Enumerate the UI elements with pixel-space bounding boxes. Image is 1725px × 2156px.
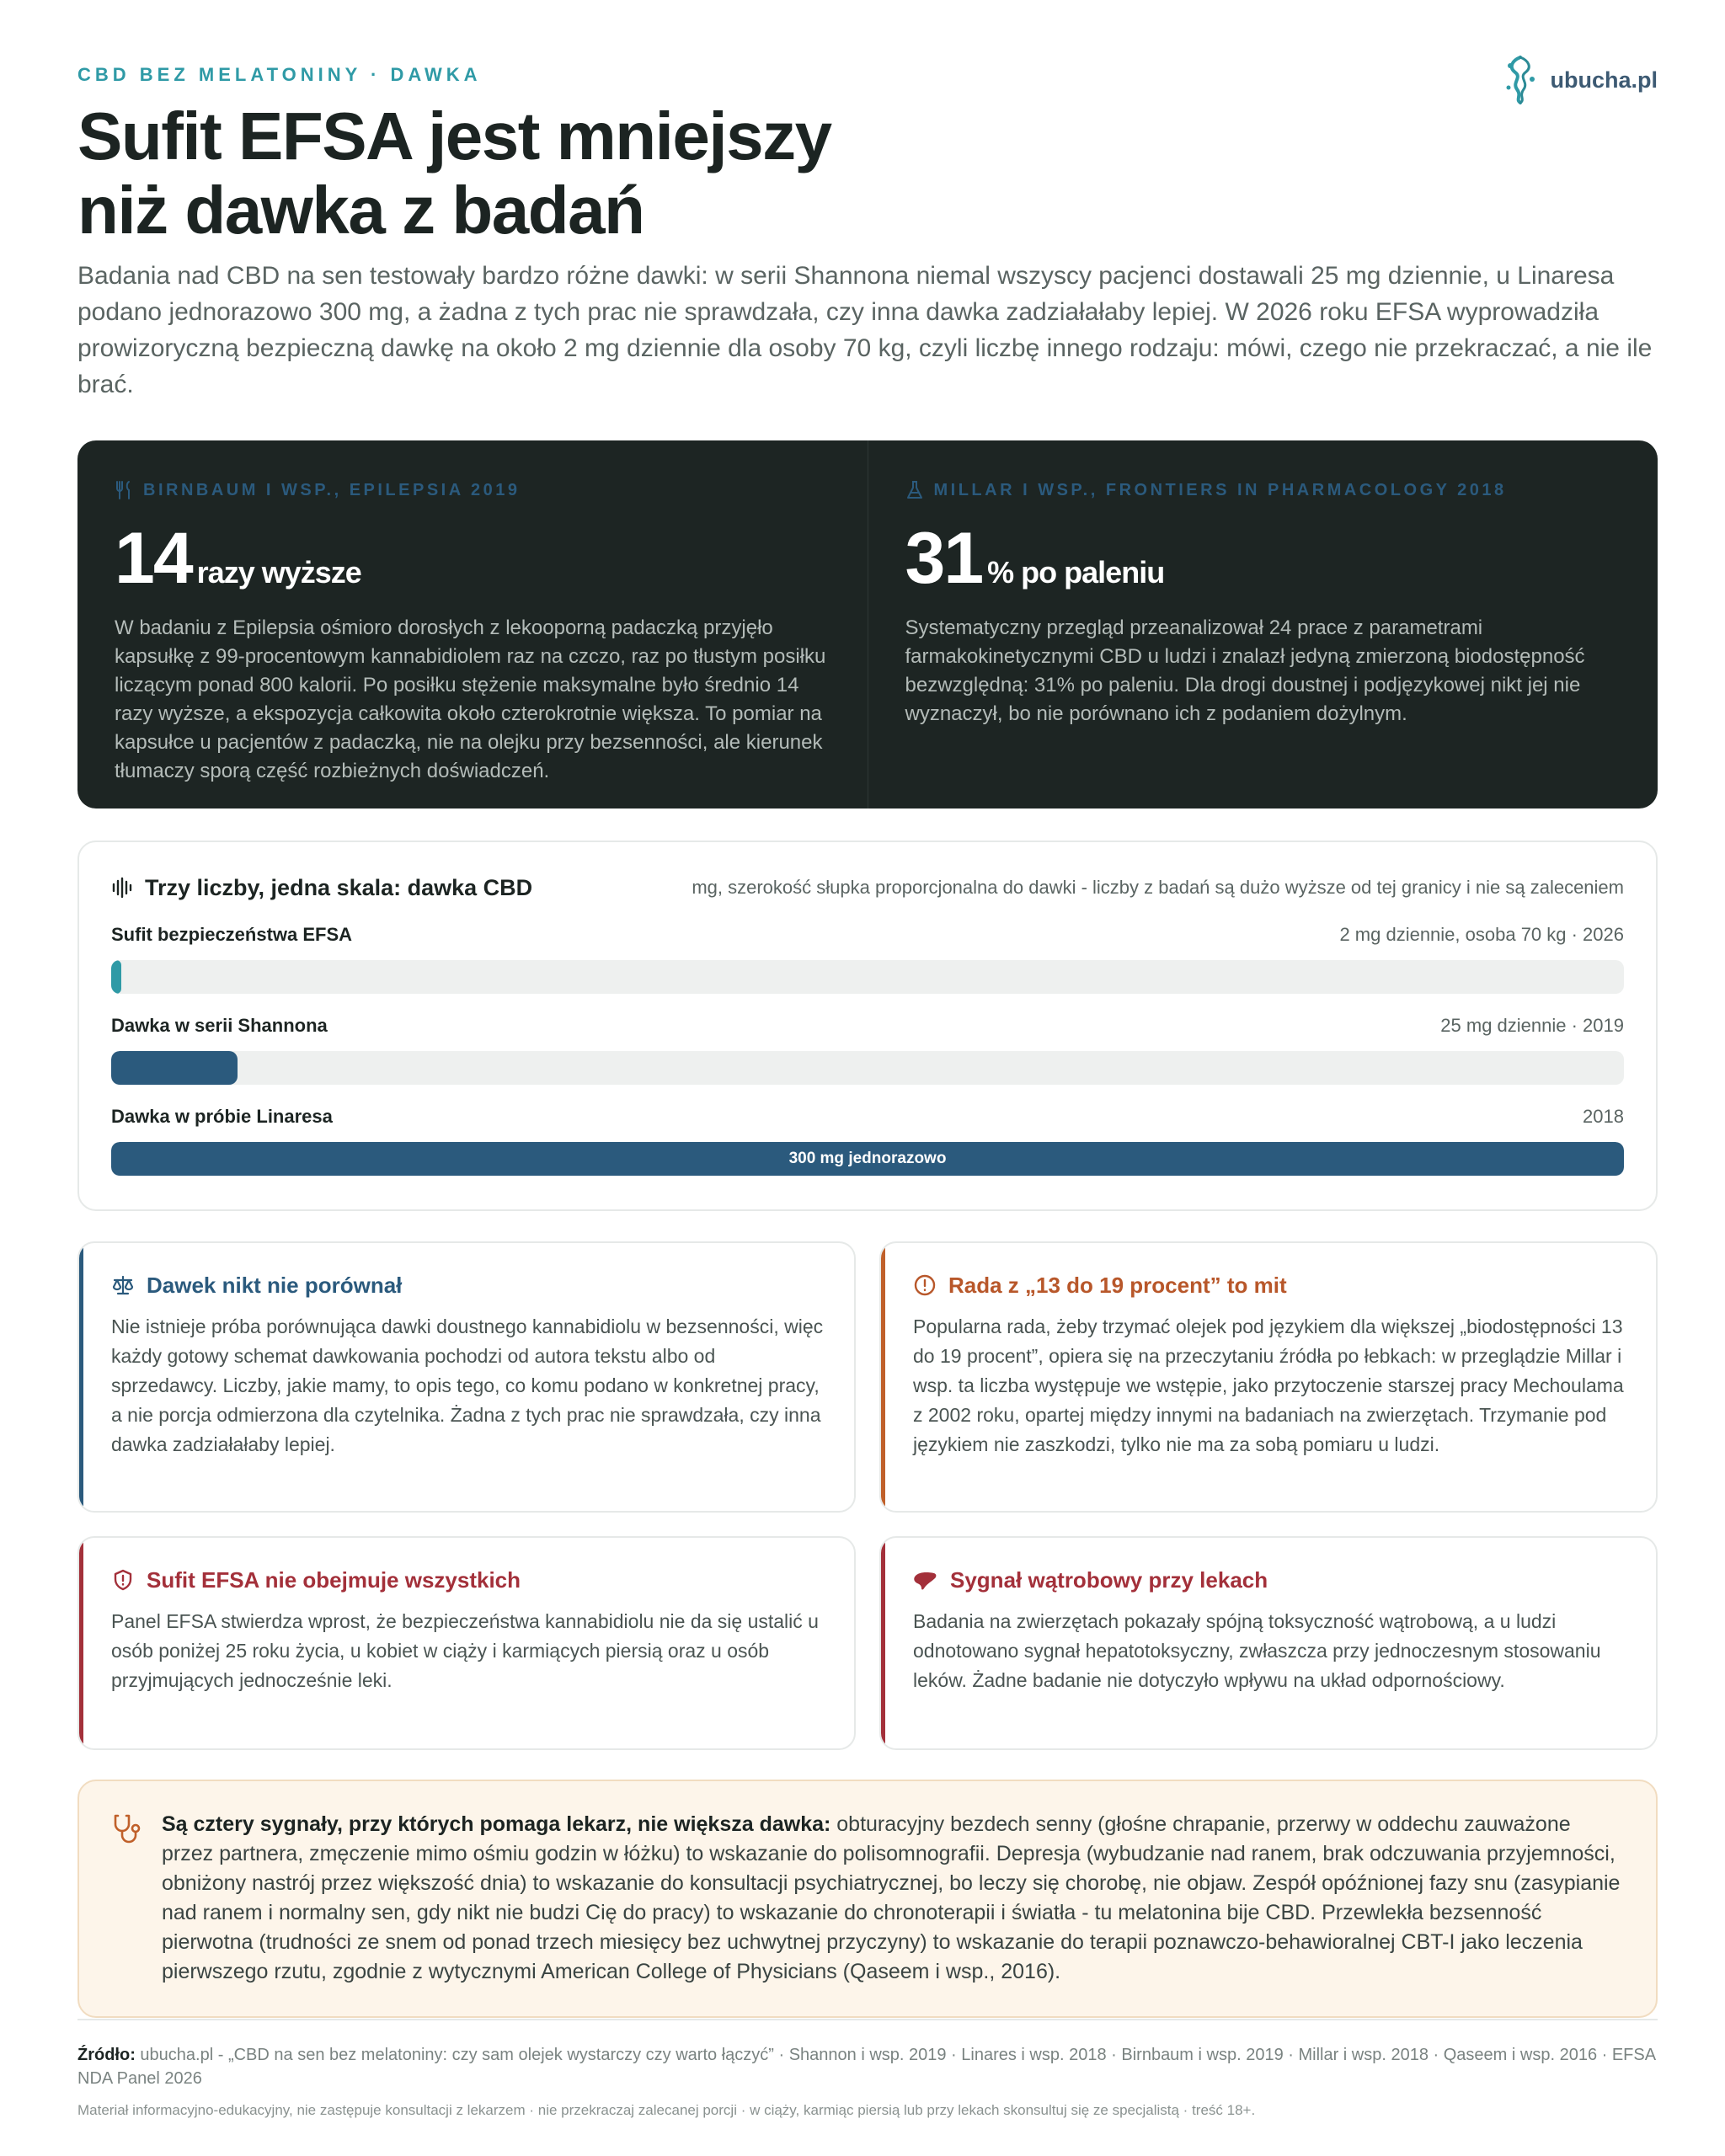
footer-divider: [77, 2019, 1658, 2020]
scale-note: mg, szerokość słupka proporcjonalna do dawki - liczby z badań są dużo wyższe od tej granicy i nie są zaleceniem: [692, 877, 1624, 898]
card-myth: [879, 1241, 1658, 1513]
scale-title: Trzy liczby, jedna skala: dawka CBD: [111, 875, 532, 901]
scale-header: [111, 873, 1624, 903]
logo-text: ubucha.pl: [1550, 67, 1658, 93]
stat-birnbaum: [77, 440, 868, 808]
bar-fill: [111, 1051, 238, 1085]
card-body: Panel EFSA stwierdza wprost, że bezpieczeństwa kannabidiolu nie da się ustalić u osób poniżej 25 roku życia, u kobiet w ciąży i karmiących piersią oraz u osób przyjmujących jednocześnie leki.: [111, 1610, 819, 1691]
doctor-body: obturacyjny bezdech senny (głośne chrapanie, przerwy w oddechu zauważone przez partnera, zmęczenie mimo ośmiu godzin w łóżku) to wskazanie do polisomnografii. Depresja (wybudzanie nad ranem, brak odczuwania przyjemności, obniżony nastrój przez większość dnia) to wskazanie do konsultacji psychiatrycznej, bo leczy się chorobę, nie objaw. Zespół opóźnionej fazy snu (zasypianie nad ranem i normalny sen, gdy nikt nie budzi Cię do pracy) to wskazanie do chronoterapii i światła - tu melatonina bije CBD. Przewlekła bezsenność pierwotna (trudności ze snem od ponad trzech miesięcy bez uchwytnej przyczyny) to wskazanie do terapii poznawczo-behawioralnej CBT-I jako leczenia pierwszego rzutu, zgodnie z wytycznymi American College of Physicians (Qaseem i wsp., 2016).: [162, 1812, 1621, 1983]
card-liver: [879, 1536, 1658, 1750]
stat-value: [905, 518, 1621, 599]
card-body: Popularna rada, żeby trzymać olejek pod językiem dla większej „biodostępności 13 do 19 procent”, opiera się na przeczytaniu źródła po łebkach: w przeglądzie Millar i wsp. ta liczba występuje we wstępie, jako przytoczenie starszej pracy Mechoulama z 2002 roku, opartej między innymi na badaniach na zwierzętach. Trzymanie pod językiem nie zaszkodzi, tylko nie ma za sobą pomiaru u ludzi.: [913, 1315, 1624, 1455]
bar-meta: 2 mg dziennie, osoba 70 kg · 2026: [1339, 924, 1624, 945]
fork-knife-icon: [115, 480, 133, 500]
card-efsa-limits: [77, 1536, 856, 1750]
card-title: Dawek nikt nie porównał: [111, 1270, 825, 1300]
bar-track: [111, 1142, 1624, 1176]
doctor-text: [162, 1810, 1622, 2016]
bar-shannon: [111, 1012, 1624, 1085]
stats-panel: [77, 440, 1658, 808]
bar-linares: [111, 1103, 1624, 1176]
bar-fill: [111, 960, 121, 994]
bar-meta: 25 mg dziennie · 2019: [1440, 1015, 1624, 1036]
stat-number: 14: [115, 518, 192, 599]
stat-label: MILLAR I WSP., FRONTIERS IN PHARMACOLOGY 2018: [905, 478, 1621, 503]
scale-icon: [111, 1273, 135, 1297]
bar-efsa: [111, 921, 1624, 994]
stat-description: Systematyczny przegląd przeanalizował 24 prace z parametrami farmakokinetycznymi CBD u ludzi i znalazł jedyną zmierzoną biodostępność bezwzględną: 31% po paleniu. Dla drogi doustnej i podjęzykowej nikt jej nie wyznaczył, bo nie porównano ich z podaniem dożylnym.: [905, 616, 1585, 725]
title-line-2: niż dawka z badań: [77, 173, 644, 248]
page-title: [77, 99, 831, 248]
doctor-callout: [77, 1780, 1658, 2018]
bar-fill: [111, 1142, 1624, 1176]
stethoscope-icon: [113, 1813, 143, 1847]
bar-meta: 2018: [1583, 1106, 1624, 1127]
bar-track: [111, 1051, 1624, 1085]
bar-track: [111, 960, 1624, 994]
source-text: ubucha.pl - „CBD na sen bez melatoniny: czy sam olejek wystarczy czy warto łączyć” · Shannon i wsp. 2019 · Linares i wsp. 2018 · Birnbaum i wsp. 2019 · Millar i wsp. 2018 · Qaseem i wsp. 2016 · EFSA NDA Panel 2026: [77, 2046, 1655, 2088]
doctor-lead: Są cztery sygnały, przy których pomaga lekarz, nie większa dawka:: [162, 1812, 831, 1836]
card-title: Rada z „13 do 19 procent” to mit: [913, 1270, 1627, 1300]
stat-value: [115, 518, 830, 599]
liver-icon: [913, 1569, 938, 1591]
stat-number: 31: [905, 518, 983, 599]
source-note: [77, 2043, 1658, 2090]
stat-description: W badaniu z Epilepsia ośmioro dorosłych z lekooporną padaczką przyjęło kapsułkę z 99-procentowym kannabidiolem raz na czczo, raz po tłustym posiłku liczącym ponad 800 kalorii. Po posiłku stężenie maksymalne było średnio 14 razy wyższe, a ekspozycja całkowita około czterokrotnie większa. To pomiar na kapsułce u pacjentów z padaczką, nie na olejku przy bezsenności, ale kierunek tłumaczy sporą część rozbieżnych doświadczeń.: [115, 616, 826, 782]
source-label: Źródło:: [77, 2046, 136, 2064]
intro-paragraph: Badania nad CBD na sen testowały bardzo różne dawki: w serii Shannona niemal wszyscy pacjenci dostawali 25 mg dziennie, u Linaresa podano jednorazowo 300 mg, a żadna z tych prac nie sprawdzała, czy inna dawka zadziałałaby lepiej. W 2026 roku EFSA wyprowadziła prowizoryczną bezpieczną dawkę na około 2 mg dziennie dla osoby 70 kg, czyli liczbę innego rodzaju: mówi, czego nie przekraczać, a nie ile brać.: [77, 262, 1653, 398]
stat-suffix: razy wyższe: [196, 555, 361, 590]
stat-label: BIRNBAUM I WSP., EPILEPSIA 2019: [115, 478, 830, 503]
ubucha-logo-icon: [1500, 54, 1541, 106]
flask-icon: [905, 480, 924, 500]
bar-inner-label: 300 mg jednorazowo: [788, 1150, 947, 1167]
eyebrow-label: CBD BEZ MELATONINY · DAWKA: [77, 64, 482, 85]
card-no-comparison: [77, 1241, 856, 1513]
disclaimer: Materiał informacyjno-edukacyjny, nie zastępuje konsultacji z lekarzem · nie przekraczaj zalecanej porcji · w ciąży, karmiąc piersią lub przy lekach skonsultuj się ze specjalistą · treść 18+.: [77, 2102, 1256, 2118]
stat-millar: [868, 440, 1658, 808]
dose-scale-chart: [77, 841, 1658, 1211]
shield-alert-icon: [111, 1568, 135, 1592]
card-title: Sufit EFSA nie obejmuje wszystkich: [111, 1565, 825, 1595]
stat-suffix: % po paleniu: [987, 555, 1165, 590]
title-line-1: Sufit EFSA jest mniejszy: [77, 99, 831, 173]
alert-circle-icon: [913, 1273, 937, 1297]
bar-label: Dawka w próbie Linaresa: [111, 1106, 333, 1127]
bar-label: Sufit bezpieczeństwa EFSA: [111, 924, 353, 945]
bar-label: Dawka w serii Shannona: [111, 1015, 328, 1036]
card-body: Badania na zwierzętach pokazały spójną toksyczność wątrobową, a u ludzi odnotowano sygnał hepatotoksyczny, zwłaszcza przy jednoczesnym stosowaniu leków. Żadne badanie nie dotyczyło wpływu na układ odpornościowy.: [913, 1610, 1601, 1691]
bars-icon: [111, 877, 133, 899]
site-logo[interactable]: [1500, 54, 1658, 106]
card-body: Nie istnieje próba porównująca dawki doustnego kannabidiolu w bezsenności, więc każdy gotowy schemat dawkowania pochodzi od autora tekstu albo od sprzedawcy. Liczby, jakie mamy, to opis tego, co komu podano w konkretnej pracy, a nie porcja odmierzona dla czytelnika. Żadna z tych prac nie sprawdzała, czy inna dawka zadziałałaby lepiej.: [111, 1315, 824, 1455]
card-title: Sygnał wątrobowy przy lekach: [913, 1565, 1627, 1595]
